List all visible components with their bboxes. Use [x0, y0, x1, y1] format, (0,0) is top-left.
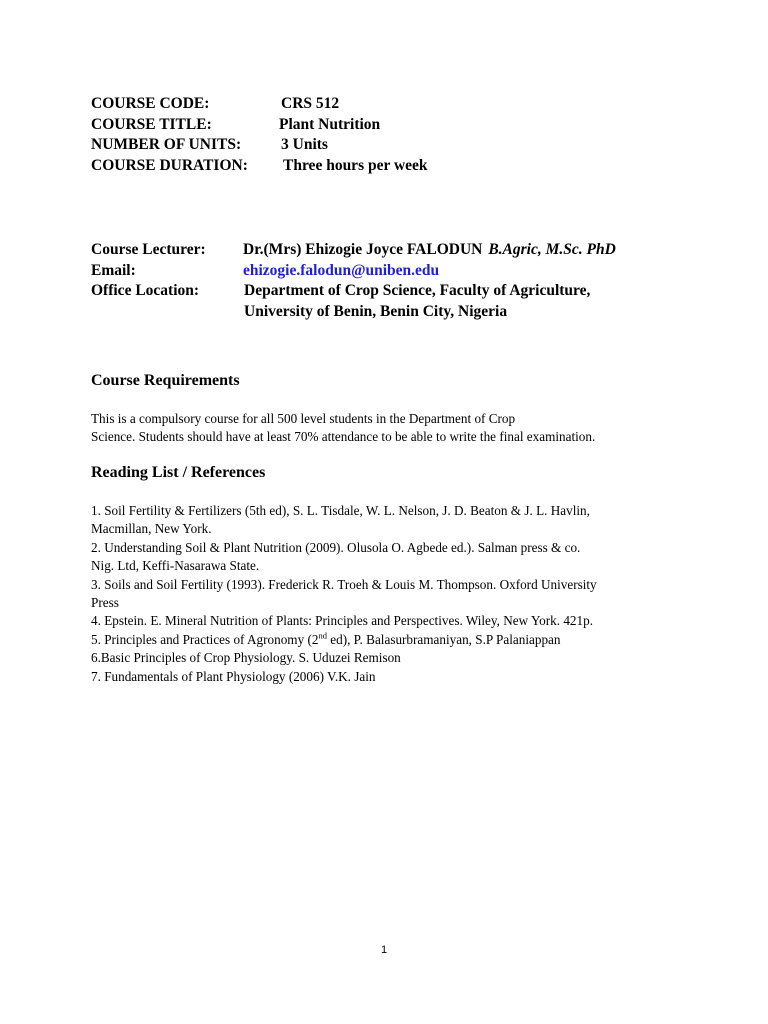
reference-5-pre: 5. Principles and Practices of Agronomy (2 — [91, 631, 319, 647]
reference-3-line-2: Press — [91, 595, 119, 611]
reference-3-line-1: 3. Soils and Soil Fertility (1993). Frederick R. Troeh & Louis M. Thompson. Oxford University — [91, 576, 597, 592]
reference-4: 4. Epstein. E. Mineral Nutrition of Plants: Principles and Perspectives. Wiley, New York. 421p. — [91, 613, 593, 629]
lecturer-value — [243, 240, 616, 261]
reference-5-sup: nd — [318, 630, 327, 641]
reference-1-line-2: Macmillan, New York. — [91, 521, 212, 537]
requirements-heading: Course Requirements — [91, 372, 240, 389]
reference-5-post: ed), P. Balasurbramaniyan, S.P Palaniappan — [326, 631, 561, 647]
course-units-label: NUMBER OF UNITS: — [91, 136, 242, 154]
email-value — [243, 261, 439, 282]
references-list — [91, 502, 681, 686]
office-label: Office Location: — [91, 282, 200, 300]
lecturer-name: Dr.(Mrs) Ehizogie Joyce FALODUN — [243, 241, 483, 258]
email-link[interactable]: ehizogie.falodun@uniben.edu — [243, 261, 440, 279]
course-units-value: 3 Units — [281, 136, 328, 154]
lecturer-label: Course Lecturer: — [91, 241, 206, 258]
requirements-line-1: This is a compulsory course for all 500 level students in the Department of Crop — [91, 411, 516, 426]
course-duration-value: Three hours per week — [283, 157, 428, 175]
course-title-label: COURSE TITLE: — [91, 115, 212, 133]
reference-6: 6.Basic Principles of Crop Physiology. S. Uduzei Remison — [91, 650, 401, 666]
reference-2-line-2: Nig. Ltd, Keffi-Nasarawa State. — [91, 558, 260, 574]
references-heading: Reading List / References — [91, 464, 266, 481]
office-line-2: University of Benin, Benin City, Nigeria — [244, 303, 508, 321]
email-label: Email: — [91, 261, 136, 279]
course-duration-label: COURSE DURATION: — [91, 157, 248, 175]
office-line-1: Department of Crop Science, Faculty of Agriculture, — [244, 282, 591, 300]
reference-1-line-1: 1. Soil Fertility & Fertilizers (5th ed), S. L. Tisdale, W. L. Nelson, J. D. Beaton & J. L. Havlin, — [91, 503, 590, 518]
course-code-label: COURSE CODE: — [91, 95, 210, 112]
lecturer-qualifications: B.Agric, M.Sc. PhD — [488, 241, 616, 258]
course-code-value: CRS 512 — [281, 95, 340, 112]
requirements-line-2: Science. Students should have at least 70% attendance to be able to write the final examination. — [91, 429, 596, 445]
reference-5 — [91, 631, 681, 649]
requirements-paragraph — [91, 410, 681, 447]
course-title-value: Plant Nutrition — [279, 115, 381, 133]
page-number: 1 — [380, 944, 388, 956]
reference-7: 7. Fundamentals of Plant Physiology (2006) V.K. Jain — [91, 668, 376, 684]
reference-2-line-1: 2. Understanding Soil & Plant Nutrition (2009). Olusola O. Agbede ed.). Salman press & co. — [91, 539, 581, 555]
